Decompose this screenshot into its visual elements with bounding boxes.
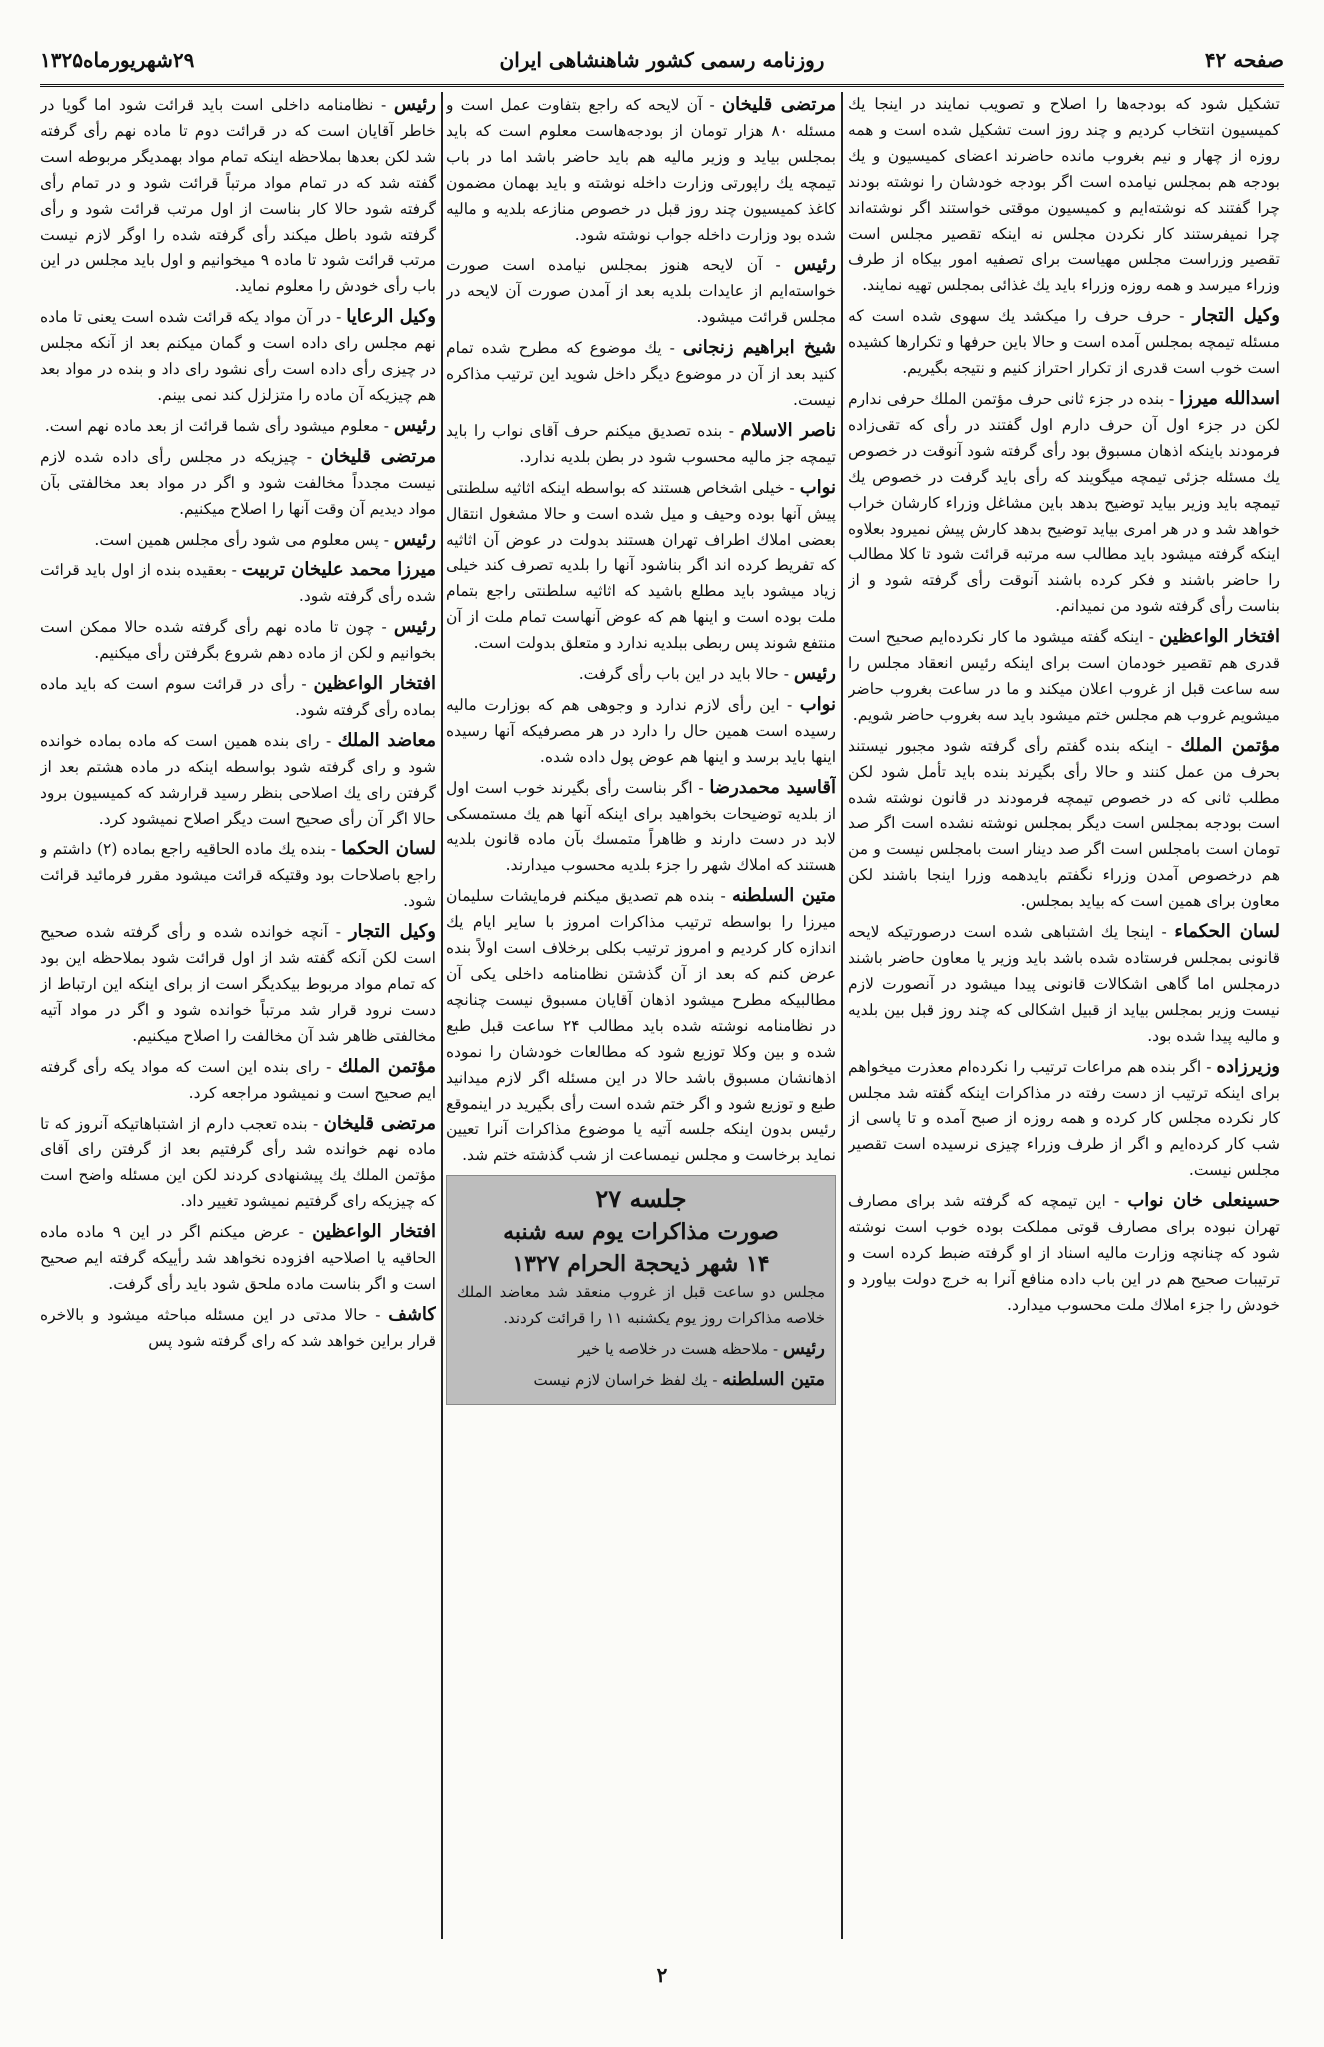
column-center: [446, 92, 836, 1939]
speaker-name: کاشف: [388, 1303, 436, 1325]
speech-text: - نظامنامه داخلی است باید قرائت شود اما گویا در خاطر آقایان است که در قرائت دوم تا ماده نهم رأی گرفته شد لکن بعدها بملاحظه اینکه تمام مواد بهمدیگر مربوطه است گفته شد که در تمام مواد مرتباً قرائت شود و در تمام رأی گرفته شود حالا کار بناست از اول مرتب قرائت شود و رأی گرفته شود باطل میکند رأی گرفته شده را اوگر لازم نیست مرتب قرائت شود تا ماده ۹ میخوانیم و اول باید مجلس در این باب رأی خودش را معلوم نماید.: [40, 96, 436, 296]
speech-text: - آنچه خوانده شده و رأی گرفته شده صحیح است لکن آنکه گفته شد از اول قرائت شود بملاحظه این بود که تمام مواد مربوط بیکدیگر است از برای اینکه این ارتباط از دست نرود قرار شد مرتباً خوانده شود و اگر در مواد آتیه مخالفتی ظاهر شد آن مخالفت را اصلاح میکنیم.: [40, 923, 436, 1045]
speech-text: - این تیمچه که گرفته شد برای مصارف تهران نبوده برای مصارف قوتی مملکت بوده خوب است نوشته شود که چنانچه وزارت مالیه اسناد از او گرفته ضبط کرده است و ترتیبات صحیح هم در این باب داده منافع آنرا به خرج دولت بیاورد و خودش را جزء املاك ملت محسوب میدارد.: [848, 1192, 1280, 1314]
paragraph: [40, 836, 436, 915]
paragraph: [40, 1054, 436, 1107]
speech-text: - بنده هم تصدیق میکنم فرمایشات سلیمان میرزا را بواسطه ترتیب مذاکرات امروز با سایر ایام یك اندازه کار کردیم و امروز ترتیب بکلی برخلاف است اولاً بنده عرض کنم که بعد از آن گذشتن نظامنامه داخلی یکی آن مطالبیکه مطرح میشود اذهان آقایان مسبوق نیست چنانچه در نظامنامه نوشته شده باید مطالب ۲۴ ساعت قبل طبع شده و بین وکلا توزیع شود که مطالعات خودشان را نموده اذهانشان مسبوق باشد حالا در این مسئله اگر لازم میدانید طبع و توزیع شود و اگر ختم شده است رأی بگیرید در اینموقع رئیس بدون اینکه جلسه آتیه یا موضوع مذاکرات آنرا تعیین نماید برخاست و مجلس نیمساعت از شب گذشته ختم شد.: [446, 887, 836, 1165]
column-left: [40, 92, 436, 1939]
speaker-name: وزیرزاده: [1216, 1055, 1280, 1077]
paragraph: [40, 1111, 436, 1216]
paragraph: [40, 919, 436, 1050]
speaker-name: لسان الحکما: [341, 838, 436, 860]
paragraph: [40, 671, 436, 724]
paragraph: [848, 386, 1280, 620]
speech-text: - بنده تعجب دارم از اشتباهاتیکه آنروز که تا ماده نهم خوانده شد رأی گرفتیم بعد از گرفتن رای آقای مؤتمن الملك یك پیشنهادی کردند لکن این مسئله واضح است که چیزیکه رای گرفتیم نمیشود تغییر داد.: [40, 1114, 436, 1211]
paragraph: [848, 919, 1280, 1050]
paragraph: [457, 1367, 825, 1394]
speaker-name: متین السلطنه: [731, 885, 836, 907]
session-body: مجلس دو ساعت قبل از غروب منعقد شد معاضد الملك خلاصه مذاکرات روز یوم یکشنبه ۱۱ را قرائت کردند.: [457, 1283, 825, 1328]
speech-text: - اینکه گفته میشود ما کار نکرده‌ایم صحیح است قدری هم تقصیر خودمان است برای اینکه رئیس انعقاد مجلس را سه ساعت قبل از غروب اعلان میکند و ما در ساعت بغروب حاضر میشویم غروب هم مجلس ختم میشود باید سه بغروب حاضر شویم.: [848, 628, 1280, 724]
paragraph: [848, 1188, 1280, 1319]
page-label: صفحه ۴۲: [1204, 48, 1284, 72]
speaker-name: مؤتمن الملك: [337, 1055, 436, 1077]
speaker-name: مرتضی قلیخان: [721, 94, 836, 115]
speaker-name: وکیل التجار: [348, 921, 436, 943]
speaker-name: آقاسید محمدرضا: [709, 776, 836, 798]
speaker-name: وکیل الرعایا: [346, 306, 436, 328]
paragraph: [40, 527, 436, 554]
paragraph: [446, 475, 836, 657]
speech-text: - رأی در قرائت سوم است که باید ماده بماده رأی گرفته شود.: [40, 675, 436, 719]
paragraph: [446, 418, 836, 471]
speech-text: - آن لایحه که راجع بتفاوت عمل است و مسئله ۸۰ هزار تومان از بودجه‌هاست معلوم است که باید بمجلس بیاید و وزیر مالیه هم باید حاضر باشد اما در باب تیمچه یك راپورتی وزارت داخله نوشته و باید بهمان مضمون کاغذ کمیسیون چند روز قبل در خصوص منازعه بلدیه و مالیه شده بود وزارت داخله جواب نوشته شود.: [446, 96, 836, 244]
session-number: جلسه ۲۷: [595, 1184, 687, 1214]
speaker-name: حسینعلی خان نواب: [1127, 1190, 1280, 1212]
speech-text: - عرض میکنم اگر در این ۹ ماده ماده الحاقیه یا اصلاحیه افزوده نخواهد شد رأییکه گرفته ایم صحیح است و اگر بناست ماده ملحق شود باید رأی گرفت.: [40, 1223, 436, 1293]
session-items: [457, 1336, 825, 1394]
paragraph: [40, 92, 436, 300]
column-right: [848, 92, 1280, 1939]
speech-text: - بنده یك ماده الحاقیه راجع بماده (۲) داشتم و راجع باصلاحات بود وقتیکه قرائت میشود مقرر فرمائید قرائت شود.: [40, 840, 436, 911]
paragraph: [446, 775, 836, 880]
speech-text: - حرف حرف را میکشد یك سهوی شده است که مسئله تیمچه بمجلس آمده است و حالا باین حرفها و تکرارها کشیده است خوب است قدری از تکرار احتراز کنیم و نتیجه بگیریم.: [848, 307, 1280, 378]
column-divider: [441, 92, 443, 1939]
paragraph: [848, 303, 1280, 382]
speaker-name: رئیس: [793, 254, 836, 276]
speech-text: - بعقیده بنده از اول باید قرائت شده رأی گرفته شود.: [40, 561, 436, 606]
speech-text: - معلوم میشود رأی شما قرائت از بعد ماده نهم است.: [44, 416, 389, 435]
paragraph: [40, 557, 436, 610]
speaker-name: رئیس: [393, 528, 436, 550]
speaker-name: میرزا محمد علیخان تربیت: [241, 559, 436, 581]
speech-text: - بنده در جزء ثانی حرف مؤتمن الملك حرفی ندارم لکن در جزء اول آن حرف دارم اول گفتند در رأی که تقی‌زاده فرمودند باینکه اذهان مسبوق بود رأی گرفته شود آنوقت در خصوص یك مسئله جزئی تیمچه میگویند که رأی باید گرفت در خصوص یك تیمچه باید وزیر بیاید توضیح بدهد باین مشاغل وزراء کارشان خراب خواهد شد و در هر امری بیاید توضیح بدهد کارش پیش نمیرود بعلاوه اینکه گرفته میشود باید مطالب سه مرتبه قرائت شود تا کلا مطالب را حاضر باشند و فکر کرده باشند آنوقت رأی گرفته شود و از بناست رأی گرفته شود من نمیدانم.: [848, 389, 1280, 616]
paragraph: [446, 335, 836, 414]
speech-text: - حالا مدتی در این مسئله مباحثه میشود و بالاخره قرار براین خواهد شد که رای گرفته شود پس: [40, 1305, 436, 1350]
speaker-name: مرتضی قلیخان: [320, 445, 436, 467]
speech-text: - حالا باید در این باب رأی گرفت.: [578, 665, 789, 684]
paragraph: [446, 92, 836, 248]
speaker-name: رئیس: [782, 1338, 825, 1360]
paragraph: [446, 692, 836, 771]
speaker-name: نواب: [799, 693, 836, 715]
paragraph: [848, 733, 1280, 915]
speech-text: تشکیل شود که بودجه‌ها را اصلاح و تصویب نمایند در اینجا یك کمیسیون انتخاب کردیم و چند روز است تشکیل شده است و همه روزه از چهار و نیم بغروب مانده حاضرند اعضای کمیسیون و یك بودجه هم بمجلس نیامده است اگر بودجه خودشان را نوشته بودند چرا گفتند که نوشته‌ایم و کمیسیون موقتی خواستند اگر نوشته‌اند چرا نمیفرستند کار نکردن مجلس نه اینکه تقصیر مجلس است تقصیر وزراست مجلس مهیاست برای تصفیه امور بیکاه از طرف وزراء میرسد و همه روزه وزراء باید یك غذائی بمجلس تهیه نمایند.: [848, 95, 1280, 295]
speech-text: - بنده تصدیق میکنم حرف آقای نواب را باید تیمچه جز مالیه محسوب شود در بطن بلدیه ندارد.: [446, 421, 836, 466]
speaker-name: لسان الحکماء: [1174, 921, 1280, 943]
speaker-name: معاضد الملك: [337, 729, 436, 751]
paragraph: [40, 728, 436, 833]
paragraph: [40, 1219, 436, 1298]
speech-text: - اگر بنده هم مراعات ترتیب را نکرده‌ام معذرت میخواهم برای اینکه ترتیب از دست رفته در مذاکرات اینکه گفته شد مجلس کار نکرده مجلس کار کرده و همه روزه از صبح آمده و تا پاسی از شب کار کرده‌ایم و اگر از طرف وزراء چیزی نرسیده است تقصیر مجلس نیست.: [848, 1057, 1280, 1180]
speech-text: - خیلی اشخاص هستند که بواسطه اینکه اثاثیه سلطنتی پیش آنها بوده وحیف و میل شده است و حالا مشغول انتقال بعضی املاك اطراف تهران هستند بدولت در عوض آن اثاثیه که تفریط کرده اند اگر بناشود آنها را بلدیه تصرف کند خیلی زیاد میشود باید مطلع باشید که اثاثیه سلطنتی راجع بتمام ملت بوده است و اینها هم که عوض آنهاست تمام ملت از آن منتفع شوند پس ربطی ببلدیه ندارد و متعلق بدولت است.: [446, 478, 836, 653]
speech-text: - یك موضوع که مطرح شده تمام کنید بعد از آن در موضوع دیگر داخل شوید این ترتیب مذاکره نیست.: [446, 339, 836, 409]
speech-text: - آن لایحه هنوز بمجلس نیامده است صورت خواسته‌ایم از عایدات بلدیه بعد از آمدن صورت آن لایحه در مجلس قرائت میشود.: [446, 256, 836, 327]
speech-text: - چیزیکه در مجلس رأی داده شده لازم نیست مجدداً مخالفت شود و اگر در مواد بعد مخالفتی بآن مواد دیدیم آن وقت آنها را اصلاح میکنیم.: [40, 447, 436, 518]
paragraph: [40, 413, 436, 440]
page-number: ۲: [656, 1963, 668, 1987]
speaker-name: مؤتمن الملك: [1180, 734, 1280, 756]
speaker-name: اسدالله میرزا: [1179, 387, 1280, 409]
column-divider: [841, 92, 843, 1939]
speech-text: - اگر بناست رأی بگیرند خوب است اول از بلدیه توضیحات بخواهید برای اینکه آنها هم یك مستمسکی لابد در دست دارند و ظاهراً متمسك بآن ماده قانون بلدیه هستند که املاك شهر را جزء بلدیه محسوب میدارند.: [446, 778, 836, 875]
speaker-name: افتخار الواعظین: [1159, 626, 1280, 648]
session-heading: صورت مذاکرات یوم سه شنبه: [503, 1219, 779, 1246]
page-header: [40, 42, 1284, 82]
speech-text: - رای بنده همین است که ماده بماده خوانده شود و رای گرفته شود بواسطه اینکه در ماده هشتم بعد از گرفتن رای یك اصلاحی بنظر رسید قرارشد که کمیسیون برود حالا اگر آن رأی صحیح است دیگر اصلاح نمیشود کرد.: [40, 731, 436, 828]
paragraph: [40, 1302, 436, 1355]
speaker-name: وکیل التجار: [1192, 305, 1280, 327]
speaker-name: رئیس: [793, 663, 836, 685]
speaker-name: نواب: [799, 476, 836, 498]
speech-text: - اینکه بنده گفتم رأی گرفته شود مجبور نیستند بحرف من عمل کنند و حالا رأی بگیرند بنده باید تأمل شود لکن مطلب ثانی که در خصوص تیمچه فرمودند در قانون نوشته شده است بودجه بمجلس است دیگر بمجلس نوشته نشده است اگر صد تومان است بامجلس است اگر صد دینار است بامجلس نیست و من هم درخصوص آمدن وزراء نگفتم بایدهمه وزرا اینجا باشند لکن معاون برای همین است که بیاید بمجلس.: [848, 736, 1280, 911]
speaker-name: رئیس: [393, 414, 436, 436]
newspaper-title: روزنامه رسمی کشور شاهنشاهی ایران: [499, 48, 825, 72]
session-date: ۱۴ شهر ذیحجة الحرام ۱۳۲۷: [512, 1251, 770, 1278]
paragraph: [848, 624, 1280, 729]
paragraph: [446, 252, 836, 331]
speech-text: - پس معلوم می شود رأی مجلس همین است.: [94, 530, 389, 549]
speech-text: - در آن مواد یکه قرائت شده است یعنی تا ماده نهم مجلس رای داده است و گمان میکنم بعد از آنکه مجلس در چیزی رأی داده است رأی نشود رای داد و بنده در مواد بعد هم چیزیکه آن ماده را متزلزل کند نمی بینم.: [40, 308, 436, 404]
paragraph: [446, 661, 836, 688]
paragraph: [40, 304, 436, 409]
speaker-name: رئیس: [393, 616, 436, 638]
speech-text: - اینجا یك اشتباهی شده است درصورتیکه لایحه قانونی بمجلس فرستاده شده باشد باید وزیر یا معاون حاضر باشند درمجلس اما گاهی اشکالات قانونی پیدا میشود در آنصورت لازم نیست وزیر بمجلس بیاید از قبیل اشکالی که چند روز قبل بین بلدیه و مالیه پیدا شده بود.: [848, 923, 1280, 1045]
paragraph: [446, 883, 836, 1169]
paragraph: [40, 444, 436, 523]
speaker-name: شیخ ابراهیم زنجانی: [682, 337, 836, 359]
speech-text: - یك لفظ خراسان لازم نیست: [533, 1370, 718, 1389]
speech-text: - این رأی لازم ندارد و وجوهی هم که بوزارت مالیه رسیده است همین حال را دارد در هر مصرفیکه آنها رسیده اینها باید برسد و اینها هم عوض پول داده شده.: [446, 695, 836, 766]
paragraph: [848, 92, 1280, 299]
paragraph: [848, 1054, 1280, 1185]
session-box: [446, 1175, 836, 1405]
speech-text: - رای بنده این است که مواد یکه رأی گرفته ایم صحیح است و نمیشود مراجعه کرد.: [40, 1057, 436, 1102]
speaker-name: افتخار الواعظین: [313, 673, 436, 695]
speech-text: - چون تا ماده نهم رأی گرفته شده حالا ممکن است بخوانیم و لکن از ماده دهم شروع بگرفتن رأی میکنیم.: [40, 618, 436, 663]
speaker-name: مرتضی قلیخان: [323, 1112, 436, 1134]
speaker-name: متین السلطنه: [722, 1368, 825, 1390]
paragraph: [457, 1336, 825, 1363]
center-debate: [446, 92, 836, 1169]
paragraph: [40, 614, 436, 667]
speaker-name: افتخار الواعظین: [312, 1221, 436, 1243]
issue-date: ۲۹شهریورماه۱۳۲۵: [40, 48, 195, 72]
header-rule: [40, 84, 1284, 87]
speaker-name: ناصر الاسلام: [740, 419, 836, 441]
speech-text: - ملاحظه هست در خلاصه یا خیر: [578, 1340, 779, 1359]
speaker-name: رئیس: [393, 94, 436, 115]
